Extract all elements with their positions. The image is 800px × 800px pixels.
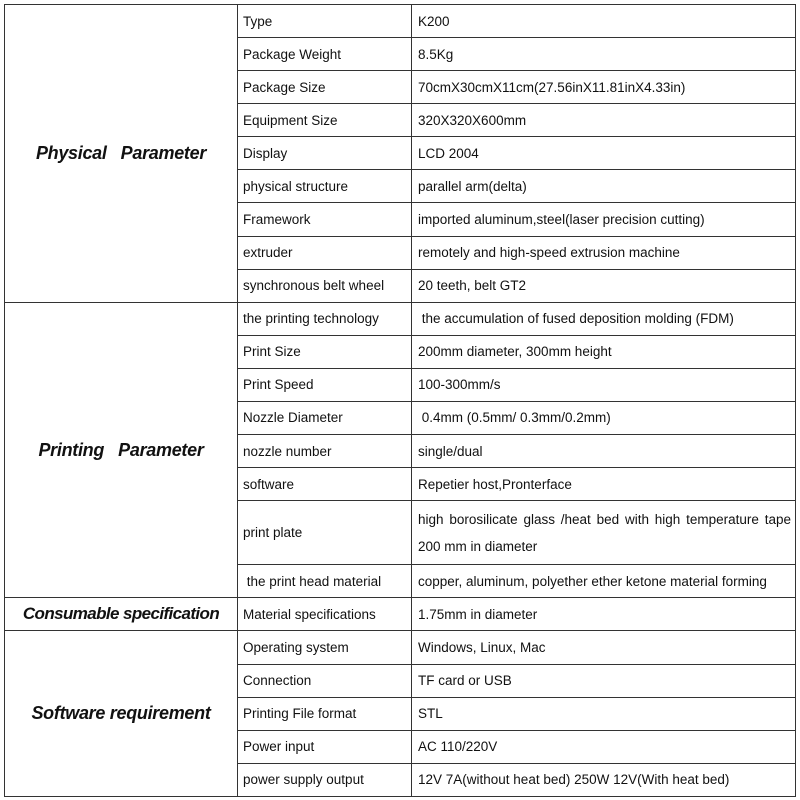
row-label: synchronous belt wheel	[238, 269, 412, 302]
row-value: K200	[412, 5, 796, 38]
row-value: 20 teeth, belt GT2	[412, 269, 796, 302]
row-value: 12V 7A(without heat bed) 250W 12V(With heat bed)	[412, 763, 796, 796]
row-value: 1.75mm in diameter	[412, 598, 796, 631]
row-label: Operating system	[238, 631, 412, 664]
row-label: Print Speed	[238, 368, 412, 401]
row-label: Material specifications	[238, 598, 412, 631]
row-label: extruder	[238, 236, 412, 269]
row-label: print plate	[238, 501, 412, 565]
row-value: AC 110/220V	[412, 730, 796, 763]
row-label: Power input	[238, 730, 412, 763]
table-row	[5, 302, 796, 335]
spec-table	[4, 4, 796, 797]
row-value: 200mm diameter, 300mm height	[412, 335, 796, 368]
row-label: Display	[238, 137, 412, 170]
row-value: 70cmX30cmX11cm(27.56inX11.81inX4.33in)	[412, 71, 796, 104]
row-label: Package Weight	[238, 38, 412, 71]
row-value: Windows, Linux, Mac	[412, 631, 796, 664]
row-label: Package Size	[238, 71, 412, 104]
row-value: 100-300mm/s	[412, 368, 796, 401]
row-value: Repetier host,Pronterface	[412, 468, 796, 501]
row-value: LCD 2004	[412, 137, 796, 170]
row-value: remotely and high-speed extrusion machine	[412, 236, 796, 269]
row-label: Printing File format	[238, 697, 412, 730]
row-label: Framework	[238, 203, 412, 236]
row-label: the print head material	[238, 565, 412, 598]
category-consumable-specification: Consumable specification	[5, 598, 238, 631]
category-physical-parameter: Physical Parameter	[5, 5, 238, 303]
row-value: STL	[412, 697, 796, 730]
row-value: 320X320X600mm	[412, 104, 796, 137]
row-label: Connection	[238, 664, 412, 697]
row-label: Nozzle Diameter	[238, 401, 412, 434]
table-row	[5, 631, 796, 664]
row-value: copper, aluminum, polyether ether ketone material forming	[412, 565, 796, 598]
row-label: the printing technology	[238, 302, 412, 335]
row-value: single/dual	[412, 435, 796, 468]
table-row	[5, 5, 796, 38]
row-label: software	[238, 468, 412, 501]
row-label: physical structure	[238, 170, 412, 203]
table-row	[5, 598, 796, 631]
row-value: 8.5Kg	[412, 38, 796, 71]
row-label: Equipment Size	[238, 104, 412, 137]
row-label: nozzle number	[238, 435, 412, 468]
category-software-requirement: Software requirement	[5, 631, 238, 797]
row-value: TF card or USB	[412, 664, 796, 697]
row-label: power supply output	[238, 763, 412, 796]
category-printing-parameter: Printing Parameter	[5, 302, 238, 598]
row-value: the accumulation of fused deposition molding (FDM)	[412, 302, 796, 335]
row-value: high borosilicate glass /heat bed with high temperature tape 200 mm in diameter	[412, 501, 796, 565]
row-label: Type	[238, 5, 412, 38]
row-value: parallel arm(delta)	[412, 170, 796, 203]
row-value: 0.4mm (0.5mm/ 0.3mm/0.2mm)	[412, 401, 796, 434]
row-value: imported aluminum,steel(laser precision cutting)	[412, 203, 796, 236]
row-label: Print Size	[238, 335, 412, 368]
